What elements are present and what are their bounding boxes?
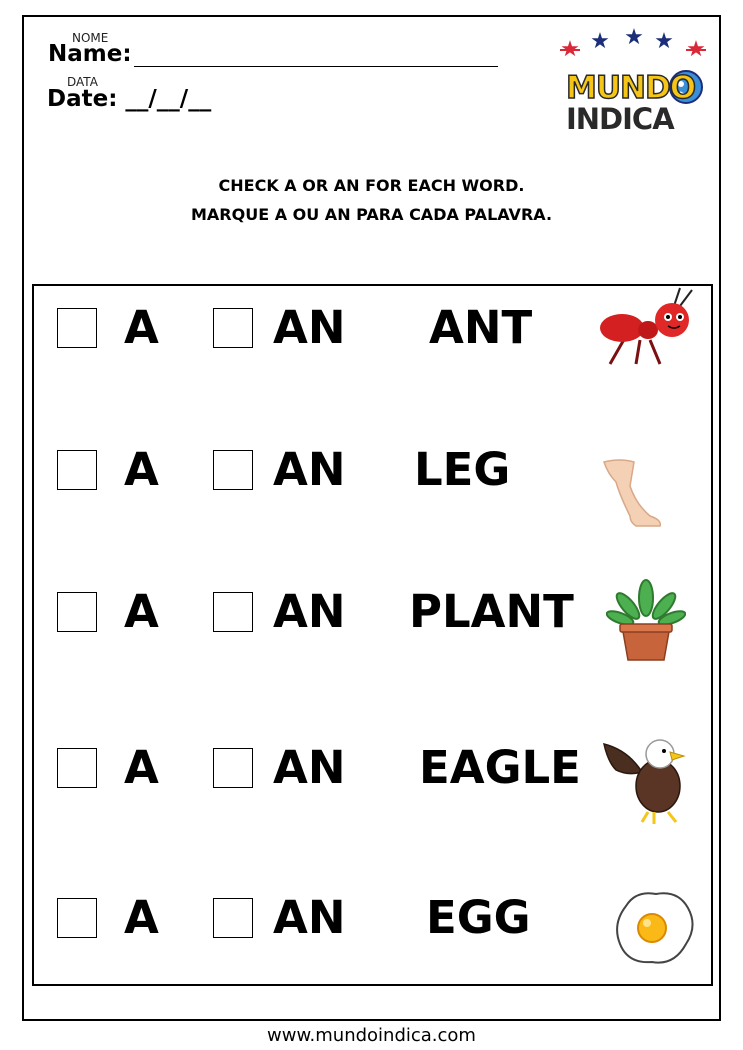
logo-text-indica: INDICA bbox=[566, 102, 674, 136]
name-label: Name: bbox=[48, 41, 132, 67]
svg-text:★: ★ bbox=[686, 37, 706, 62]
checkbox-a[interactable] bbox=[57, 308, 97, 348]
checkbox-a[interactable] bbox=[57, 898, 97, 938]
potted-plant-icon bbox=[606, 578, 686, 666]
word-label: PLANT bbox=[409, 585, 574, 638]
svg-text:★: ★ bbox=[624, 25, 644, 50]
svg-text:★: ★ bbox=[654, 29, 674, 54]
logo-text-mundo: MUNDO bbox=[566, 70, 696, 106]
option-an-label: AN bbox=[273, 301, 346, 354]
eagle-icon bbox=[598, 736, 694, 826]
name-small-label: NOME bbox=[72, 31, 109, 45]
option-an-label: AN bbox=[273, 585, 346, 638]
option-a-label: A bbox=[124, 741, 159, 794]
svg-text:★: ★ bbox=[590, 29, 610, 54]
exercise-row bbox=[0, 298, 743, 358]
option-a-label: A bbox=[124, 585, 159, 638]
date-label: Date: __/__/__ bbox=[47, 86, 212, 112]
option-a-label: A bbox=[124, 443, 159, 496]
date-small-label: DATA bbox=[67, 75, 98, 89]
checkbox-an[interactable] bbox=[213, 898, 253, 938]
exercise-row bbox=[0, 440, 743, 500]
footer-url: www.mundoindica.com bbox=[267, 1025, 476, 1046]
instruction-english: CHECK A OR AN FOR EACH WORD. bbox=[218, 176, 525, 195]
checkbox-an[interactable] bbox=[213, 592, 253, 632]
checkbox-an[interactable] bbox=[213, 748, 253, 788]
exercise-row bbox=[0, 738, 743, 798]
option-an-label: AN bbox=[273, 741, 346, 794]
option-a-label: A bbox=[124, 301, 159, 354]
name-write-line[interactable] bbox=[134, 66, 498, 67]
word-label: EGG bbox=[426, 891, 531, 944]
checkbox-a[interactable] bbox=[57, 748, 97, 788]
word-label: ANT bbox=[429, 301, 533, 354]
instruction-portuguese: MARQUE A OU AN PARA CADA PALAVRA. bbox=[190, 205, 553, 224]
ant-icon bbox=[596, 284, 700, 368]
logo bbox=[556, 24, 721, 136]
option-an-label: AN bbox=[273, 443, 346, 496]
checkbox-a[interactable] bbox=[57, 592, 97, 632]
option-an-label: AN bbox=[273, 891, 346, 944]
exercise-row bbox=[0, 582, 743, 642]
fried-egg-icon bbox=[612, 888, 696, 968]
checkbox-an[interactable] bbox=[213, 450, 253, 490]
word-label: LEG bbox=[414, 443, 511, 496]
option-a-label: A bbox=[124, 891, 159, 944]
word-label: EAGLE bbox=[419, 741, 581, 794]
checkbox-a[interactable] bbox=[57, 450, 97, 490]
leg-icon bbox=[600, 456, 666, 528]
exercise-row bbox=[0, 888, 743, 948]
svg-text:★: ★ bbox=[560, 37, 580, 62]
checkbox-an[interactable] bbox=[213, 308, 253, 348]
